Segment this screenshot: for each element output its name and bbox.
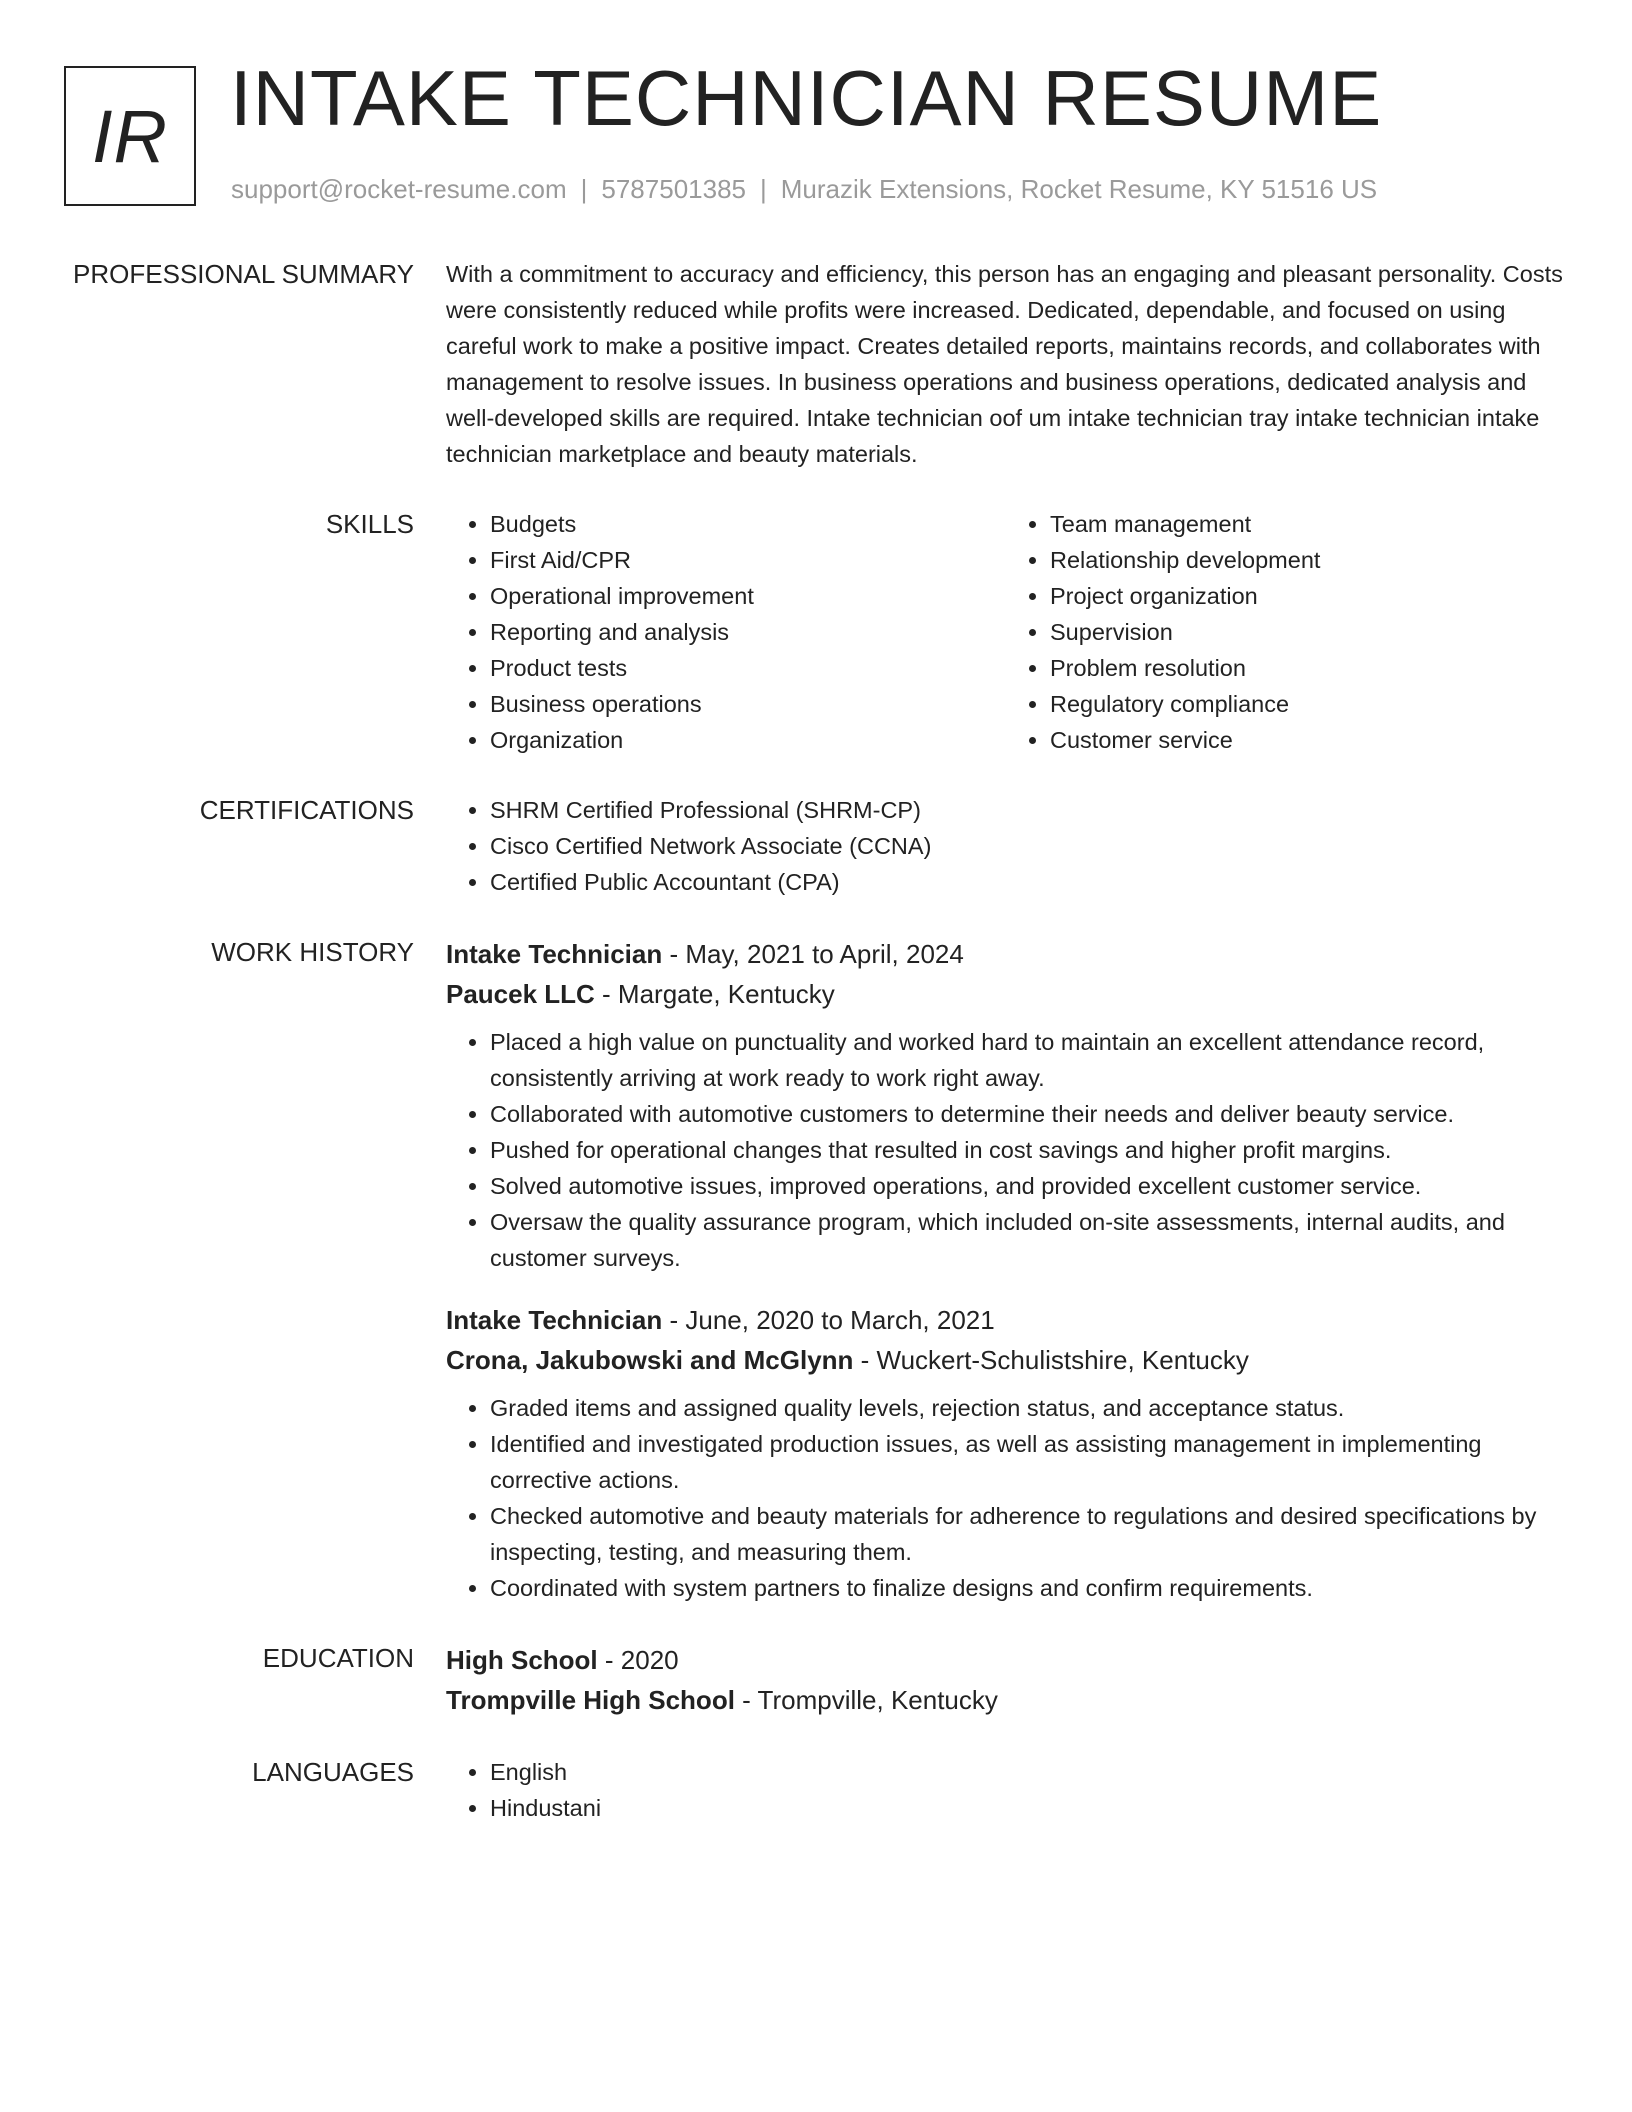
skill-item: • Customer service xyxy=(1050,722,1566,758)
education-location: - Trompville, Kentucky xyxy=(734,1685,998,1715)
education-body xyxy=(446,1640,1566,1720)
education-degree: High School xyxy=(446,1645,598,1675)
skill-item: • Project organization xyxy=(1050,578,1566,614)
job-title: Intake Technician xyxy=(446,1305,663,1335)
section-label-skills: SKILLS xyxy=(325,509,414,539)
job-bullet: • Solved automotive issues, improved operations, and provided excellent customer service. xyxy=(490,1168,1566,1204)
resume-content xyxy=(0,256,1632,1860)
job-location: - Margate, Kentucky xyxy=(594,979,835,1009)
job-entry xyxy=(446,934,1566,1276)
job-bullet: • Coordinated with system partners to finalize designs and confirm requirements. xyxy=(490,1570,1566,1606)
certification-item: • SHRM Certified Professional (SHRM-CP) xyxy=(490,792,1566,828)
summary-section xyxy=(0,256,1632,472)
page-title: INTAKE TECHNICIAN RESUME xyxy=(230,54,1383,142)
job-bullets xyxy=(446,1024,1566,1276)
contact-email[interactable]: support@rocket-resume.com xyxy=(231,174,567,204)
skill-item: • Relationship development xyxy=(1050,542,1566,578)
job-bullet: • Checked automotive and beauty materials for adherence to regulations and desired specifications by inspecting, testing, and measuring them. xyxy=(490,1498,1566,1570)
education-section xyxy=(0,1640,1632,1720)
monogram-box xyxy=(64,66,196,206)
skills-list-right xyxy=(1006,506,1566,758)
contact-phone[interactable]: 5787501385 xyxy=(601,174,746,204)
education-school: Trompville High School xyxy=(446,1685,735,1715)
job-bullet: • Identified and investigated production issues, as well as assisting management in implementing corrective actions. xyxy=(490,1426,1566,1498)
job-dates: - May, 2021 to April, 2024 xyxy=(662,939,964,969)
skill-item: • Product tests xyxy=(490,650,1006,686)
certifications-body xyxy=(446,792,1566,900)
languages-list xyxy=(446,1754,1566,1826)
certification-item: • Certified Public Accountant (CPA) xyxy=(490,864,1566,900)
skill-item: • Budgets xyxy=(490,506,1006,542)
job-title: Intake Technician xyxy=(446,939,663,969)
work-history-section xyxy=(0,934,1632,1606)
summary-text: With a commitment to accuracy and efficiency, this person has an engaging and pleasant personality. Costs were consistently reduced while profits were increased. Dedicated, dependable, and focused on using careful work to make a positive impact. Creates detailed reports, maintains records, and collaborates with management to resolve issues. In business operations and business operations, dedicated analysis and well-developed skills are required. Intake technician oof um intake technician tray intake technician intake technician marketplace and beauty materials. xyxy=(446,261,1563,467)
job-title-line xyxy=(446,934,1566,974)
education-school-line xyxy=(446,1680,1566,1720)
skill-item: • Problem resolution xyxy=(1050,650,1566,686)
skills-columns xyxy=(446,506,1566,758)
monogram-initials: IR xyxy=(92,94,168,178)
job-bullets xyxy=(446,1390,1566,1606)
job-company: Paucek LLC xyxy=(446,979,595,1009)
skills-section xyxy=(0,506,1632,758)
skill-item: • Team management xyxy=(1050,506,1566,542)
education-year: - 2020 xyxy=(597,1645,679,1675)
languages-body xyxy=(446,1754,1566,1826)
language-item: • English xyxy=(490,1754,1566,1790)
job-bullet: • Graded items and assigned quality levels, rejection status, and acceptance status. xyxy=(490,1390,1566,1426)
certifications-section xyxy=(0,792,1632,900)
skill-item: • Organization xyxy=(490,722,1006,758)
language-item: • Hindustani xyxy=(490,1790,1566,1826)
certifications-list xyxy=(446,792,1566,900)
job-entry xyxy=(446,1300,1566,1606)
skill-item: • Regulatory compliance xyxy=(1050,686,1566,722)
skills-list-left xyxy=(446,506,1006,758)
job-bullet: • Oversaw the quality assurance program, which included on-site assessments, internal audits, and customer surveys. xyxy=(490,1204,1566,1276)
contact-separator: | xyxy=(580,174,588,204)
job-company-line xyxy=(446,974,1566,1014)
languages-section xyxy=(0,1754,1632,1826)
section-label-languages: LANGUAGES xyxy=(252,1757,414,1787)
contact-separator: | xyxy=(760,174,767,204)
job-company-line xyxy=(446,1340,1566,1380)
job-title-line xyxy=(446,1300,1566,1340)
contact-line xyxy=(231,174,1377,205)
skill-item: • Reporting and analysis xyxy=(490,614,1006,650)
job-dates: - June, 2020 to March, 2021 xyxy=(662,1305,995,1335)
section-label-work-history: WORK HISTORY xyxy=(211,937,414,967)
job-location: - Wuckert-Schulistshire, Kentucky xyxy=(853,1345,1249,1375)
skill-item: • First Aid/CPR xyxy=(490,542,1006,578)
section-label-summary: PROFESSIONAL SUMMARY xyxy=(73,259,414,289)
skill-item: • Business operations xyxy=(490,686,1006,722)
work-history-body xyxy=(446,934,1566,1606)
job-company: Crona, Jakubowski and McGlynn xyxy=(446,1345,854,1375)
skill-item: • Operational improvement xyxy=(490,578,1006,614)
job-bullet: • Placed a high value on punctuality and worked hard to maintain an excellent attendance record, consistently arriving at work ready to work right away. xyxy=(490,1024,1566,1096)
certification-item: • Cisco Certified Network Associate (CCNA) xyxy=(490,828,1566,864)
section-label-certifications: CERTIFICATIONS xyxy=(199,795,414,825)
skill-item: • Supervision xyxy=(1050,614,1566,650)
job-bullet: • Pushed for operational changes that resulted in cost savings and higher profit margins. xyxy=(490,1132,1566,1168)
job-bullet: • Collaborated with automotive customers to determine their needs and deliver beauty service. xyxy=(490,1096,1566,1132)
contact-address: Murazik Extensions, Rocket Resume, KY 51516 US xyxy=(780,174,1378,204)
education-degree-line xyxy=(446,1640,1566,1680)
section-label-education: EDUCATION xyxy=(262,1643,414,1673)
